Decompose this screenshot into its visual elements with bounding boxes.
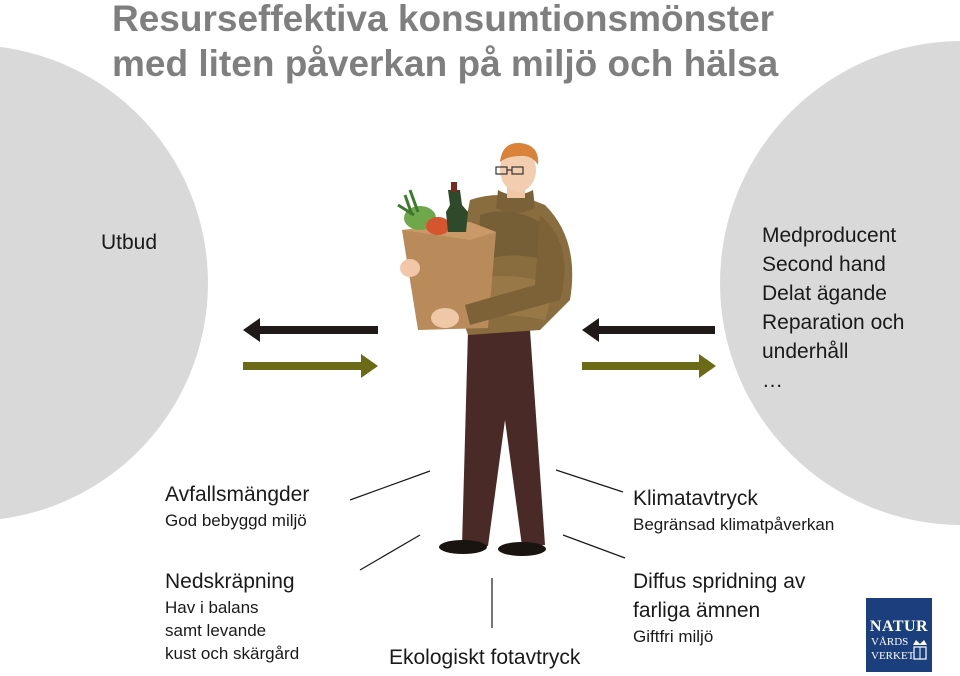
title <box>112 0 872 86</box>
right-item-ellipsis: … <box>762 369 783 392</box>
person-illustration <box>398 143 572 556</box>
left-circle <box>0 45 208 521</box>
title-line-1: Resurseffektiva konsumtionsmönster <box>112 0 775 39</box>
nedskrapning-sub-1: Hav i balans <box>165 598 259 617</box>
avfall-sub: God bebyggd miljö <box>165 511 307 530</box>
title-line-2: med liten påverkan på miljö och hälsa <box>112 43 779 84</box>
diffus-sub: Giftfri miljö <box>633 627 714 646</box>
diffus-heading-1: Diffus spridning av <box>633 570 806 593</box>
ekologiskt-heading: Ekologiskt fotavtryck <box>389 646 581 669</box>
right-arrow-olive <box>582 354 716 378</box>
right-item-reparation: Reparation och <box>762 311 905 334</box>
logo-line-3: VERKET <box>871 650 915 662</box>
right-arrow-dark <box>582 318 715 342</box>
logo-line-2: VÅRDS <box>871 636 909 648</box>
avfall-heading: Avfallsmängder <box>165 483 310 506</box>
block-diffus <box>633 567 805 648</box>
nedskrapning-heading: Nedskräpning <box>165 570 295 593</box>
left-circle-label: Utbud <box>101 231 158 254</box>
naturvardsverket-logo <box>866 598 932 672</box>
block-avfall <box>165 480 309 532</box>
nedskrapning-sub-2: samt levande <box>165 621 267 640</box>
right-item-second-hand: Second hand <box>762 253 886 276</box>
block-nedskrapning <box>165 567 299 665</box>
logo-line-1: NATUR <box>869 618 929 635</box>
klimat-sub: Begränsad klimatpåverkan <box>633 515 835 534</box>
klimat-heading: Klimatavtryck <box>633 487 758 510</box>
right-item-medproducent: Medproducent <box>762 224 897 247</box>
right-item-delat-agande: Delat ägande <box>762 282 887 305</box>
diffus-heading-2: farliga ämnen <box>633 599 761 622</box>
nedskrapning-sub-3: kust och skärgård <box>165 644 300 663</box>
right-circle-list <box>762 221 904 395</box>
left-arrow-dark <box>243 318 378 342</box>
block-klimat <box>633 484 834 536</box>
left-arrow-olive <box>243 354 378 378</box>
right-item-underhall: underhåll <box>762 340 849 363</box>
crown-icon <box>911 637 929 661</box>
